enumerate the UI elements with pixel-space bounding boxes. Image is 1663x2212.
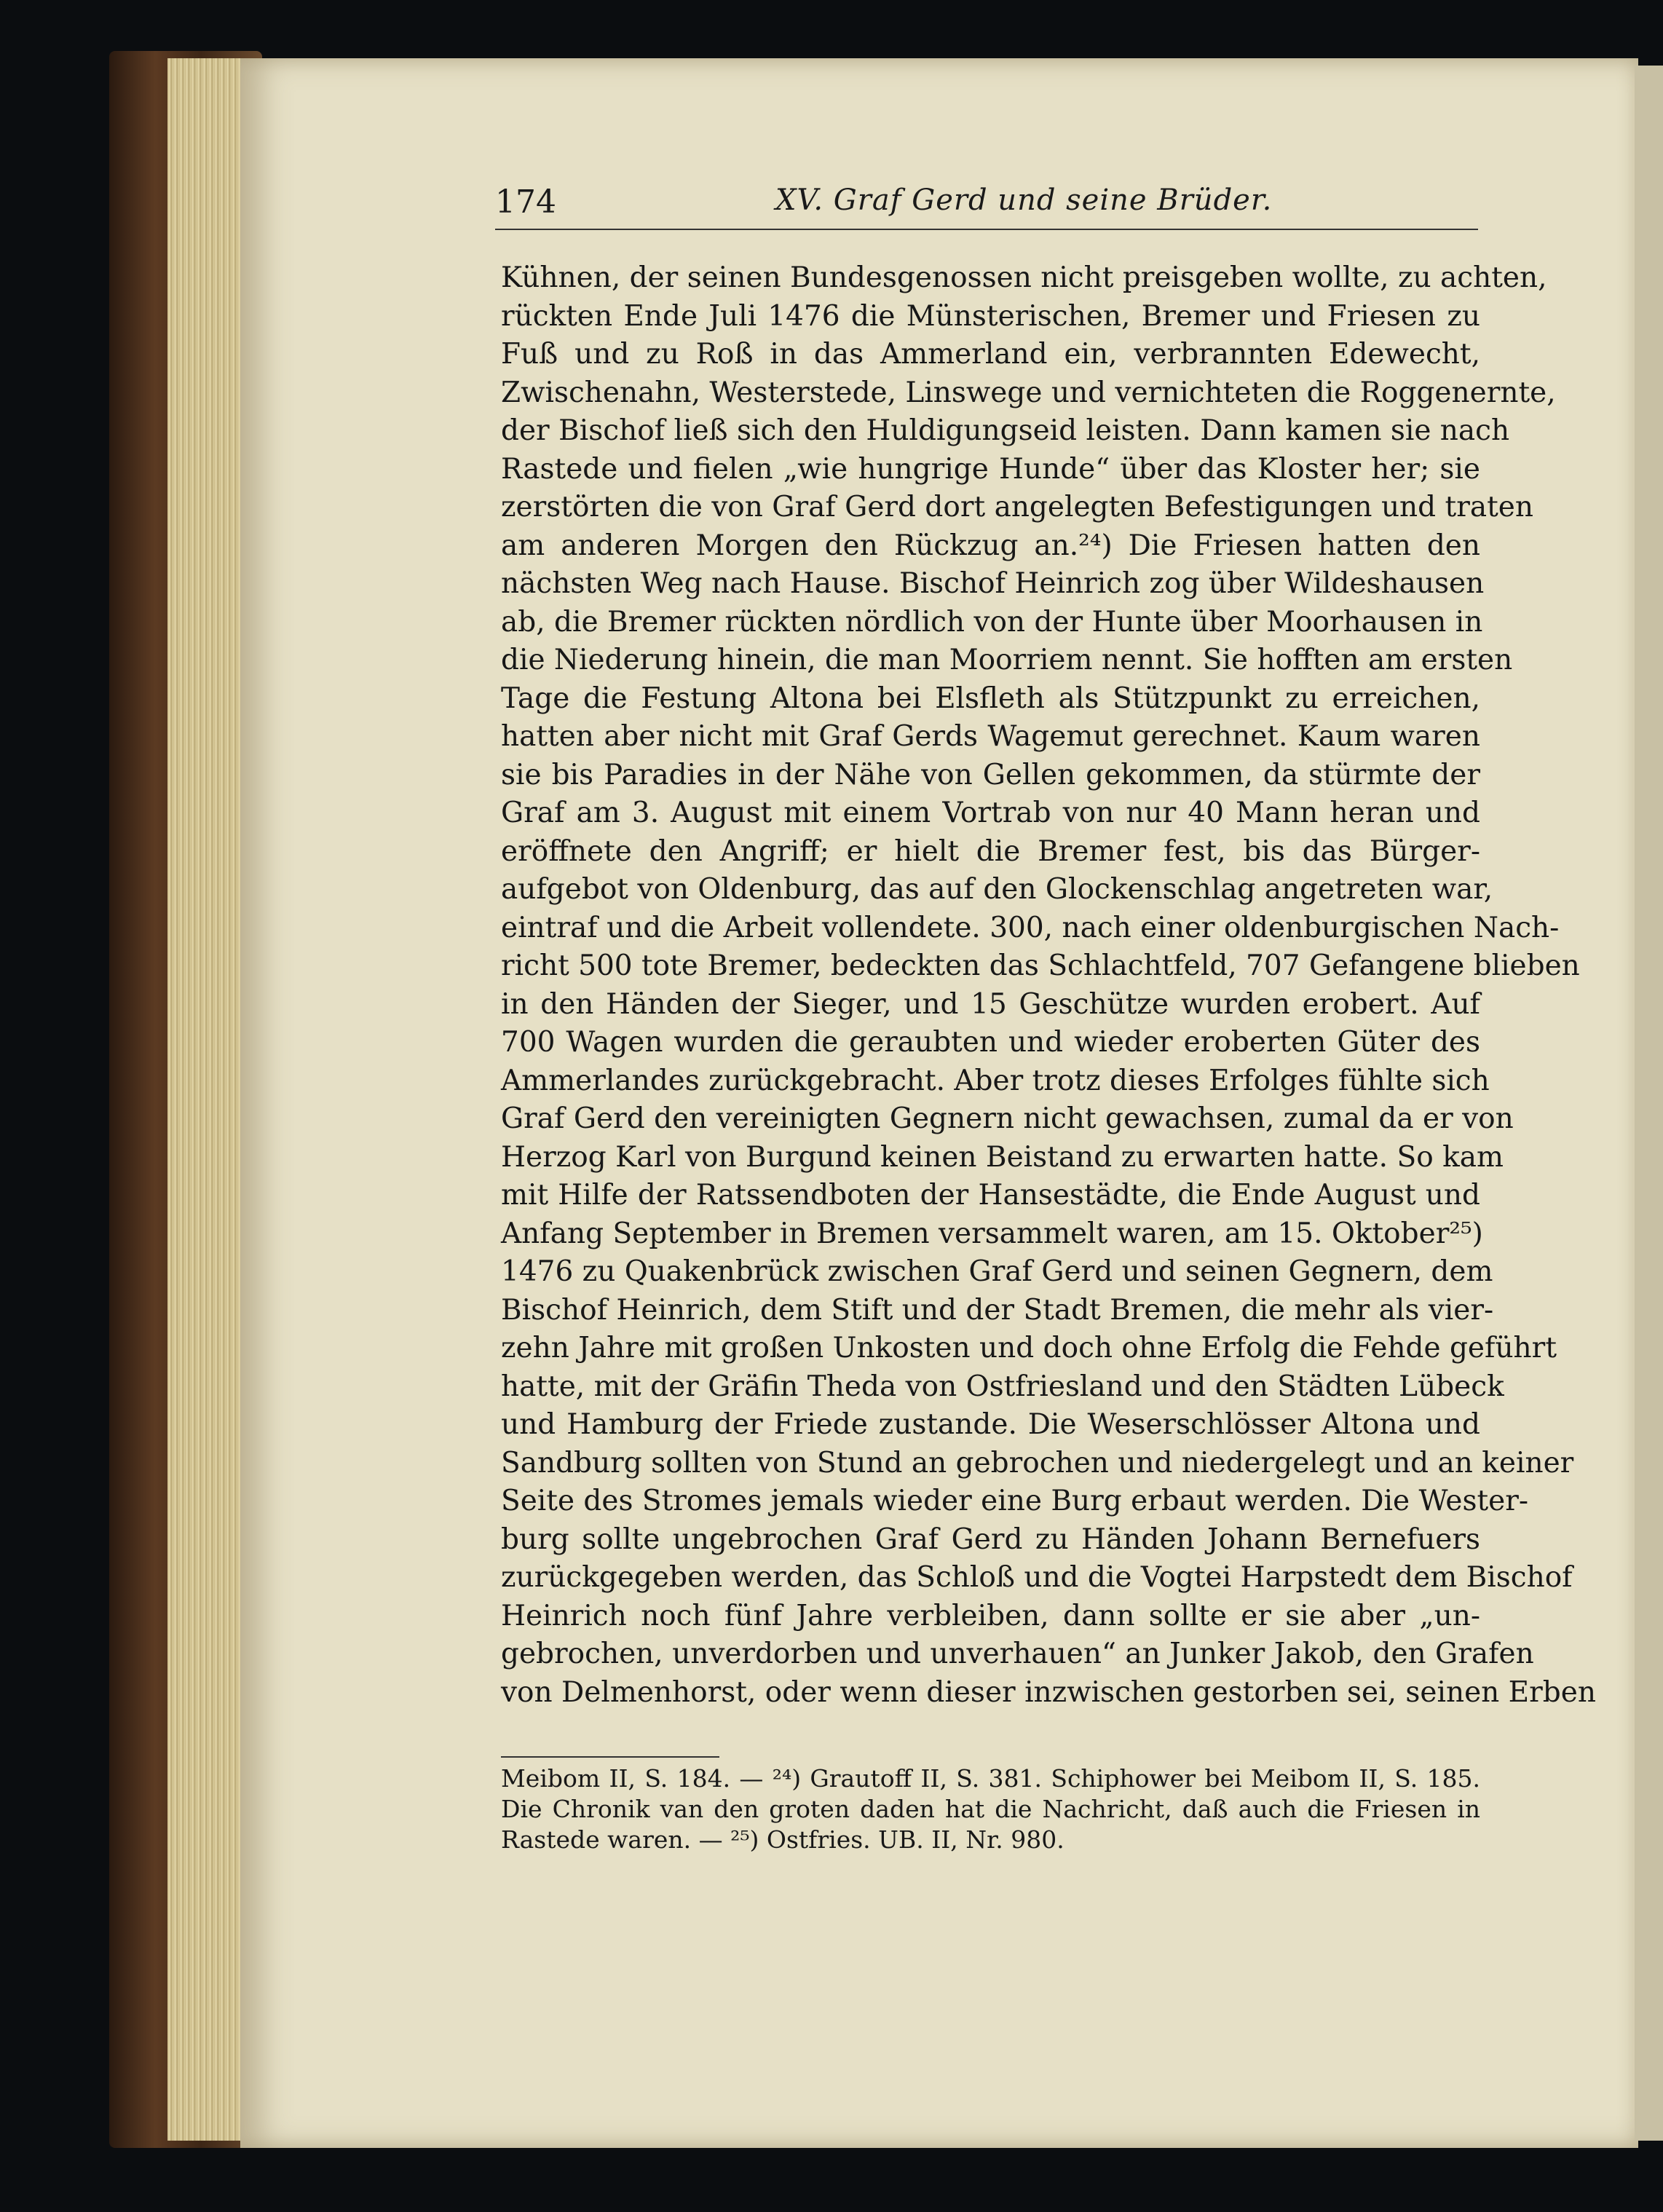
text-line: eintraf und die Arbeit vollendete. 300, nach einer oldenburgischen Nach-	[501, 911, 1560, 944]
text-line: Heinrich noch fünf Jahre verbleiben, dann sollte er sie aber „un-	[501, 1599, 1480, 1632]
text-line: zehn Jahre mit großen Unkosten und doch ohne Erfolg die Fehde geführt	[501, 1332, 1557, 1364]
text-line: ab, die Bremer rückten nördlich von der Hunte über Moorhausen in	[501, 605, 1483, 639]
text-line: Zwischenahn, Westerstede, Linswege und vernichteten die Roggenernte,	[501, 376, 1556, 409]
text-line: zurückgegeben werden, das Schloß und die Vogtei Harpstedt dem Bischof	[501, 1561, 1573, 1594]
text-line: Fuß und zu Roß in das Ammerland ein, verbrannten Edewecht,	[501, 338, 1480, 371]
text-line: hatte, mit der Gräfin Theda von Ostfriesland und den Städten Lübeck	[501, 1370, 1504, 1403]
text-line: 700 Wagen wurden die geraubten und wieder eroberten Güter des	[501, 1026, 1480, 1059]
footnote-line: Meibom II, S. 184. — ²⁴) Grautoff II, S. 381. Schiphower bei Meibom II, S. 185.	[501, 1764, 1480, 1793]
text-line: Anfang September in Bremen versammelt waren, am 15. Oktober²⁵)	[501, 1217, 1483, 1250]
page-header	[495, 183, 1478, 230]
text-line: mit Hilfe der Ratssendboten der Hansestädte, die Ende August und	[501, 1179, 1480, 1212]
text-line: Rastede und fielen „wie hungrige Hunde“ über das Kloster her; sie	[501, 452, 1480, 486]
text-line: nächsten Weg nach Hause. Bischof Heinrich zog über Wildeshausen	[501, 567, 1485, 600]
text-line: 1476 zu Quakenbrück zwischen Graf Gerd und seinen Gegnern, dem	[501, 1255, 1493, 1288]
text-line: aufgebot von Oldenburg, das auf den Glockenschlag angetreten war,	[501, 873, 1493, 906]
footnote-divider	[501, 1756, 719, 1758]
text-line: und Hamburg der Friede zustande. Die Weserschlösser Altona und	[501, 1408, 1480, 1441]
text-line: der Bischof ließ sich den Huldigungseid leisten. Dann kamen sie nach	[501, 414, 1510, 447]
footnote-line: Rastede waren. — ²⁵) Ostfries. UB. II, Nr. 980.	[501, 1825, 1064, 1854]
text-line: gebrochen, unverdorben und unverhauen“ an Junker Jakob, den Grafen	[501, 1638, 1534, 1670]
text-line: sie bis Paradies in der Nähe von Gellen gekommen, da stürmte der	[501, 758, 1480, 791]
text-line: in den Händen der Sieger, und 15 Geschütze wurden erobert. Auf	[501, 987, 1480, 1021]
text-line: Graf am 3. August mit einem Vortrab von nur 40 Mann heran und	[501, 797, 1480, 829]
text-line: zerstörten die von Graf Gerd dort angelegten Befestigungen und traten	[501, 491, 1533, 524]
text-line: burg sollte ungebrochen Graf Gerd zu Händen Johann Bernefuers	[501, 1522, 1480, 1556]
footnotes	[501, 1763, 1480, 1855]
text-line: am anderen Morgen den Rückzug an.²⁴) Die Friesen hatten den	[501, 529, 1480, 562]
text-line: rückten Ende Juli 1476 die Münsterischen, Bremer und Friesen zu	[501, 299, 1480, 333]
body-text	[501, 259, 1596, 1712]
text-line: Herzog Karl von Burgund keinen Beistand zu erwarten hatte. So kam	[501, 1140, 1504, 1174]
text-line: Kühnen, der seinen Bundesgenossen nicht preisgeben wollte, zu achten,	[501, 261, 1547, 294]
facing-page-edge	[1635, 66, 1663, 2141]
text-line: hatten aber nicht mit Graf Gerds Wagemut gerechnet. Kaum waren	[501, 720, 1480, 753]
text-line: richt 500 tote Bremer, bedeckten das Schlachtfeld, 707 Gefangene blieben	[501, 949, 1580, 982]
text-line: Seite des Stromes jemals wieder eine Burg erbaut werden. Die Wester-	[501, 1485, 1529, 1517]
footnote-line: Die Chronik van den groten daden hat die Nachricht, daß auch die Friesen in	[501, 1795, 1480, 1823]
text-line: Tage die Festung Altona bei Elsfleth als Stützpunkt zu erreichen,	[501, 682, 1480, 715]
text-line: die Niederung hinein, die man Moorriem nennt. Sie hofften am ersten	[501, 644, 1513, 676]
page-number: 174	[495, 183, 556, 221]
text-line: eröffnete den Angriff; er hielt die Bremer fest, bis das Bürger-	[501, 834, 1480, 868]
text-line: Bischof Heinrich, dem Stift und der Stadt Bremen, die mehr als vier-	[501, 1293, 1494, 1327]
text-line: Graf Gerd den vereinigten Gegnern nicht gewachsen, zumal da er von	[501, 1102, 1514, 1135]
running-title: XV. Graf Gerd und seine Brüder.	[775, 183, 1273, 217]
text-line: Ammerlandes zurückgebracht. Aber trotz dieses Erfolges fühlte sich	[501, 1064, 1490, 1097]
text-line: von Delmenhorst, oder wenn dieser inzwischen gestorben sei, seinen Erben	[501, 1675, 1596, 1709]
text-line: Sandburg sollten von Stund an gebrochen und niedergelegt und an keiner	[501, 1446, 1574, 1480]
